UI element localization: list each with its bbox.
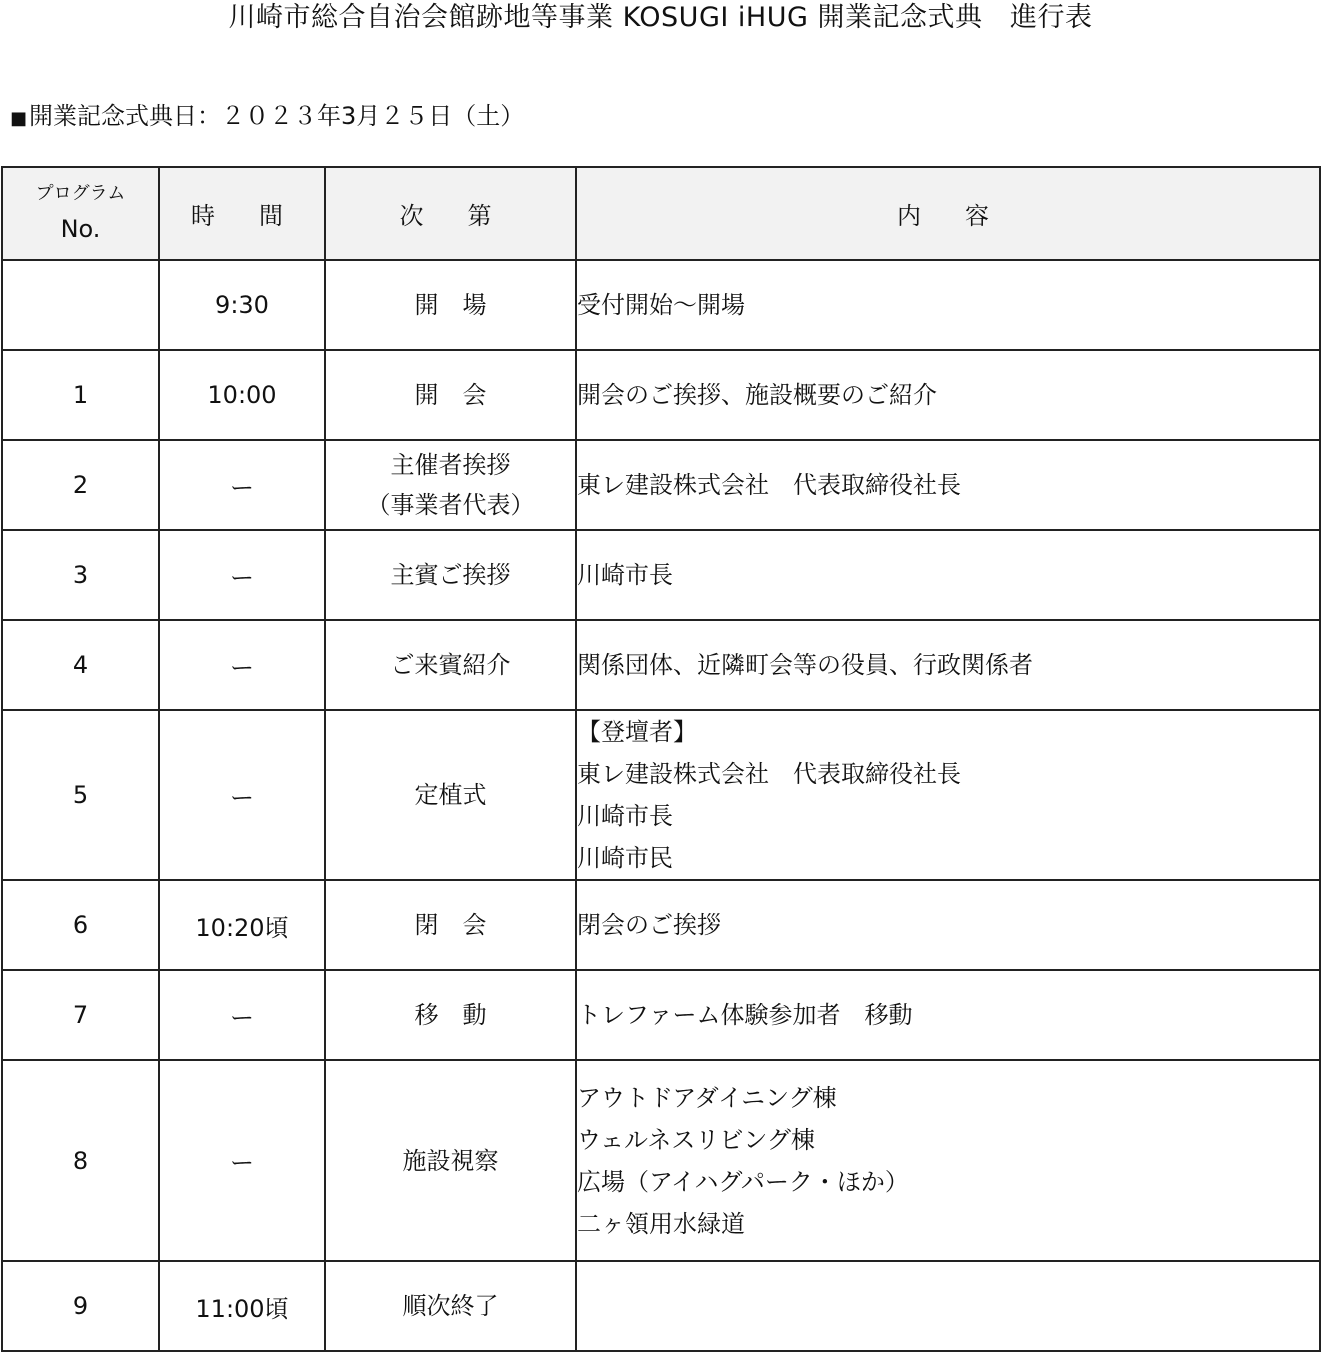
table-row xyxy=(2,880,1320,970)
table-row xyxy=(2,350,1320,440)
row-content-line: 東レ建設株式会社 代表取締役社長 xyxy=(577,760,961,788)
table-row xyxy=(2,1261,1320,1351)
row-content xyxy=(576,260,1320,350)
row-step xyxy=(325,970,576,1060)
row-step xyxy=(325,620,576,710)
row-step-line: 順次終了 xyxy=(402,1292,499,1320)
row-no: 3 xyxy=(2,530,159,620)
table-header-row xyxy=(2,167,1320,260)
row-step xyxy=(325,350,576,440)
row-step xyxy=(325,1060,576,1261)
row-no: 7 xyxy=(2,970,159,1060)
page-title: 川崎市総合自治会館跡地等事業 KOSUGI iHUG 開業記念式典 進行表 xyxy=(228,2,1093,33)
row-content xyxy=(576,710,1320,880)
row-time: 9:30 xyxy=(159,260,325,350)
row-time: ー xyxy=(159,530,325,620)
row-time: ー xyxy=(159,620,325,710)
square-bullet-icon: ■ xyxy=(10,108,28,129)
row-step xyxy=(325,440,576,530)
row-content xyxy=(576,880,1320,970)
row-content-line: 受付開始～開場 xyxy=(577,291,745,319)
row-step-line: 施設視察 xyxy=(402,1146,499,1175)
header-program-no xyxy=(2,167,159,260)
ceremony-date-text: 開業記念式典日：２０２３年3月２５日（土） xyxy=(29,102,525,130)
table-row xyxy=(2,1060,1320,1261)
row-content-line: トレファーム体験参加者 移動 xyxy=(577,1001,913,1029)
row-no: 1 xyxy=(2,350,159,440)
row-content xyxy=(576,1060,1320,1261)
table-row xyxy=(2,260,1320,350)
row-content xyxy=(576,440,1320,530)
row-content-line: 広場（アイハグパーク・ほか） xyxy=(577,1167,909,1196)
row-content xyxy=(576,970,1320,1060)
row-no: 8 xyxy=(2,1060,159,1261)
schedule-body xyxy=(2,260,1320,1351)
row-content-line: 開会のご挨拶、施設概要のご紹介 xyxy=(577,381,937,409)
row-time: ー xyxy=(159,710,325,880)
row-time: ー xyxy=(159,1060,325,1261)
row-time: 10:20頃 xyxy=(159,880,325,970)
row-content-line: 東レ建設株式会社 代表取締役社長 xyxy=(577,471,961,499)
row-content-line: 関係団体、近隣町会等の役員、行政関係者 xyxy=(577,651,1033,679)
row-step xyxy=(325,530,576,620)
row-no: 9 xyxy=(2,1261,159,1351)
row-step-line: （事業者代表） xyxy=(366,491,535,519)
row-step-line: 主催者挨拶 xyxy=(390,451,511,479)
row-no: 4 xyxy=(2,620,159,710)
row-content-line: 閉会のご挨拶 xyxy=(577,911,721,939)
row-step xyxy=(325,710,576,880)
row-step-line: 主賓ご挨拶 xyxy=(390,561,511,589)
row-content xyxy=(576,620,1320,710)
header-no-label: No. xyxy=(60,214,101,243)
row-time: 11:00頃 xyxy=(159,1261,325,1351)
table-row xyxy=(2,620,1320,710)
row-no: 2 xyxy=(2,440,159,530)
table-row xyxy=(2,970,1320,1060)
row-content-line: 川崎市民 xyxy=(577,844,673,872)
table-row xyxy=(2,710,1320,880)
row-time: ー xyxy=(159,440,325,530)
row-content-line: アウトドアダイニング棟 xyxy=(577,1083,837,1112)
header-content: 内 容 xyxy=(576,167,1320,260)
row-no xyxy=(2,260,159,350)
row-time: ー xyxy=(159,970,325,1060)
row-content xyxy=(576,350,1320,440)
row-step xyxy=(325,1261,576,1351)
schedule-table xyxy=(1,166,1321,1352)
row-content-line: 川崎市長 xyxy=(577,561,673,589)
row-content-line: 【登壇者】 xyxy=(577,718,697,746)
row-step-line: ご来賓紹介 xyxy=(390,651,511,679)
row-content-line: 川崎市長 xyxy=(577,802,673,830)
header-step: 次 第 xyxy=(325,167,576,260)
row-step-line: 開 場 xyxy=(414,291,487,319)
table-row xyxy=(2,440,1320,530)
row-content xyxy=(576,1261,1320,1351)
row-time: 10:00 xyxy=(159,350,325,440)
row-no: 6 xyxy=(2,880,159,970)
row-content xyxy=(576,530,1320,620)
row-content-line: ウェルネスリビング棟 xyxy=(577,1125,815,1154)
row-step xyxy=(325,880,576,970)
header-program-label: プログラム xyxy=(35,182,126,204)
row-no: 5 xyxy=(2,710,159,880)
ceremony-date xyxy=(10,98,524,134)
header-time: 時 間 xyxy=(159,167,325,260)
row-step-line: 定植式 xyxy=(414,781,487,809)
table-row xyxy=(2,530,1320,620)
row-step-line: 閉 会 xyxy=(414,911,487,939)
row-step xyxy=(325,260,576,350)
row-step-line: 開 会 xyxy=(414,381,487,409)
row-content-line: 二ヶ領用水緑道 xyxy=(577,1209,745,1238)
row-step-line: 移 動 xyxy=(414,1001,487,1029)
